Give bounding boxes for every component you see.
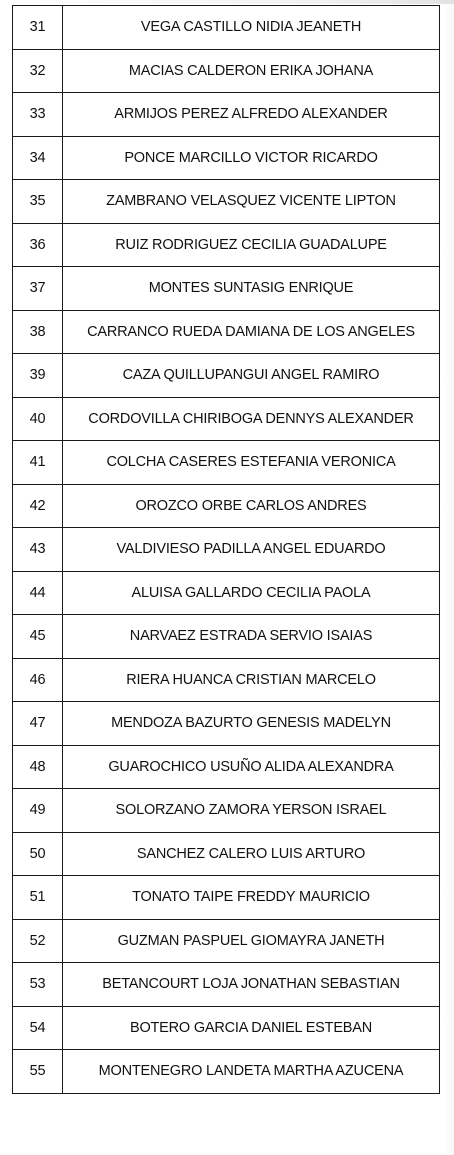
row-number: 49	[13, 789, 63, 833]
table-row	[13, 876, 440, 920]
person-name: ARMIJOS PEREZ ALFREDO ALEXANDER	[63, 93, 440, 137]
table-row	[13, 441, 440, 485]
person-name: GUAROCHICO USUÑO ALIDA ALEXANDRA	[63, 745, 440, 789]
table-row	[13, 832, 440, 876]
page-right-edge	[444, 0, 454, 1155]
table-row	[13, 49, 440, 93]
row-number: 45	[13, 615, 63, 659]
row-number: 38	[13, 310, 63, 354]
row-number: 51	[13, 876, 63, 920]
person-name: GUZMAN PASPUEL GIOMAYRA JANETH	[63, 919, 440, 963]
table-row	[13, 484, 440, 528]
person-name: VALDIVIESO PADILLA ANGEL EDUARDO	[63, 528, 440, 572]
person-name: CORDOVILLA CHIRIBOGA DENNYS ALEXANDER	[63, 397, 440, 441]
row-number: 33	[13, 93, 63, 137]
table-row	[13, 745, 440, 789]
row-number: 34	[13, 136, 63, 180]
row-number: 46	[13, 658, 63, 702]
row-number: 47	[13, 702, 63, 746]
participants-table	[12, 5, 440, 1094]
table-row	[13, 528, 440, 572]
person-name: VEGA CASTILLO NIDIA JEANETH	[63, 6, 440, 50]
person-name: NARVAEZ ESTRADA SERVIO ISAIAS	[63, 615, 440, 659]
person-name: ZAMBRANO VELASQUEZ VICENTE LIPTON	[63, 180, 440, 224]
row-number: 40	[13, 397, 63, 441]
row-number: 39	[13, 354, 63, 398]
person-name: ALUISA GALLARDO CECILIA PAOLA	[63, 571, 440, 615]
person-name: COLCHA CASERES ESTEFANIA VERONICA	[63, 441, 440, 485]
row-number: 32	[13, 49, 63, 93]
table-row	[13, 919, 440, 963]
table-row	[13, 267, 440, 311]
table-row	[13, 615, 440, 659]
row-number: 31	[13, 6, 63, 50]
person-name: MACIAS CALDERON ERIKA JOHANA	[63, 49, 440, 93]
row-number: 35	[13, 180, 63, 224]
person-name: CAZA QUILLUPANGUI ANGEL RAMIRO	[63, 354, 440, 398]
person-name: BETANCOURT LOJA JONATHAN SEBASTIAN	[63, 963, 440, 1007]
table-row	[13, 397, 440, 441]
table-row	[13, 354, 440, 398]
table-row	[13, 789, 440, 833]
person-name: MENDOZA BAZURTO GENESIS MADELYN	[63, 702, 440, 746]
row-number: 43	[13, 528, 63, 572]
person-name: CARRANCO RUEDA DAMIANA DE LOS ANGELES	[63, 310, 440, 354]
table-row	[13, 310, 440, 354]
row-number: 44	[13, 571, 63, 615]
row-number: 52	[13, 919, 63, 963]
table-row	[13, 223, 440, 267]
participants-table-body	[13, 6, 440, 1094]
person-name: RIERA HUANCA CRISTIAN MARCELO	[63, 658, 440, 702]
table-row	[13, 180, 440, 224]
row-number: 54	[13, 1006, 63, 1050]
table-row	[13, 571, 440, 615]
row-number: 41	[13, 441, 63, 485]
person-name: OROZCO ORBE CARLOS ANDRES	[63, 484, 440, 528]
person-name: MONTES SUNTASIG ENRIQUE	[63, 267, 440, 311]
row-number: 53	[13, 963, 63, 1007]
table-row	[13, 1050, 440, 1094]
row-number: 55	[13, 1050, 63, 1094]
table-row	[13, 6, 440, 50]
table-row	[13, 136, 440, 180]
person-name: PONCE MARCILLO VICTOR RICARDO	[63, 136, 440, 180]
row-number: 42	[13, 484, 63, 528]
table-row	[13, 93, 440, 137]
person-name: SOLORZANO ZAMORA YERSON ISRAEL	[63, 789, 440, 833]
row-number: 37	[13, 267, 63, 311]
row-number: 50	[13, 832, 63, 876]
page-top-edge	[0, 0, 454, 4]
row-number: 48	[13, 745, 63, 789]
table-row	[13, 1006, 440, 1050]
row-number: 36	[13, 223, 63, 267]
table-row	[13, 658, 440, 702]
table-row	[13, 963, 440, 1007]
person-name: BOTERO GARCIA DANIEL ESTEBAN	[63, 1006, 440, 1050]
person-name: MONTENEGRO LANDETA MARTHA AZUCENA	[63, 1050, 440, 1094]
person-name: RUIZ RODRIGUEZ CECILIA GUADALUPE	[63, 223, 440, 267]
person-name: SANCHEZ CALERO LUIS ARTURO	[63, 832, 440, 876]
person-name: TONATO TAIPE FREDDY MAURICIO	[63, 876, 440, 920]
table-row	[13, 702, 440, 746]
